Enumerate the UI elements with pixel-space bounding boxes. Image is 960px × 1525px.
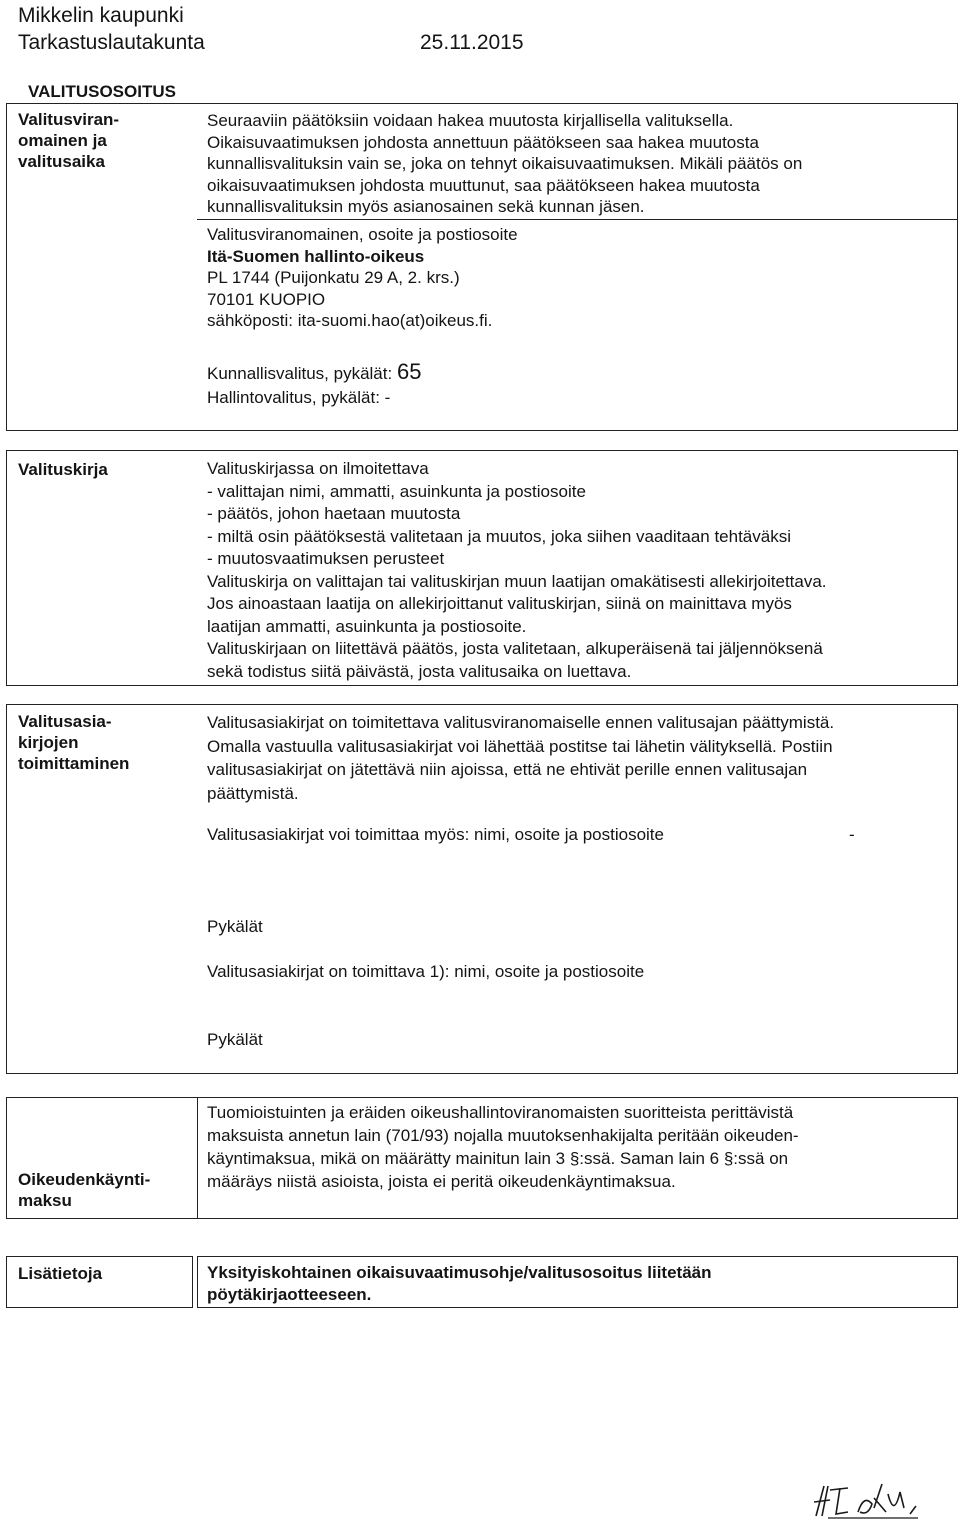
appeal-authority-text: Seuraaviin päätöksiin voidaan hakea muutosta kirjallisella valituksella. Oikaisuvaatimuksen johdosta annettuun päätökseen saa hakea muutosta kunnallisvalituksin vain se, joka on tehnyt oikaisuvaatimuksen. Mikäli päätös on oikaisuvaatimuksen johdosta muuttunut, saa päätökseen hakea muutosta kunnallisvalituksin myös asianosainen sekä kunnan jäsen. [207,111,803,216]
municipal-appeal-line: Kunnallisvalitus, pykälät: 65 [207,359,422,384]
section-title: VALITUSOSOITUS [28,82,176,101]
appeal-letter-text: Valituskirjassa on ilmoitettava - valittajan nimi, ammatti, asuinkunta ja postiosoite - päätös, johon haetaan muutosta - miltä osin päätöksestä valitetaan ja muutos, joka siihen vaaditaan tehtäväksi - muutosvaatimuksen perusteet Valituskirja on valittajan tai valituskirjan muun laatijan omakätisesti allekirjoitettava. Jos ainoastaan laatija on allekirjoittanut valituskirjan, siinä on mainittava myös laatijan ammatti, asuinkunta ja postiosoite. Valituskirjaan on liitettävä päätös, josta valitetaan, alkuperäisenä tai jäljennöksenä sekä todistus siitä päivästä, josta valitusaika on luettava. [207,459,827,681]
signature-initials [808,1478,958,1523]
court-fee-text: Tuomioistuinten ja eräiden oikeushallintoviranomaisten suoritteista perittävistä maksuista annetun lain (701/93) nojalla muutoksenhakijalta peritään oikeuden- käyntimaksua, mikä on määrätty mainitun lain 3 §:ssä. Saman lain 6 §:ssä on määräys niistä asioista, joista ei peritä oikeudenkäyntimaksua. [207,1103,799,1191]
municipal-section-number: 65 [396,359,422,384]
delivery-text: Valitusasiakirjat on toimitettava valitusviranomaiselle ennen valitusajan päättymistä. Omalla vastuulla valitusasiakirjat voi lähettää postitse tai lähetin välityksellä. Postiin valitusasiakirjat on jätettävä niin ajoissa, että ne ehtivät perille ennen valitusajan päättymistä. [207,713,835,803]
court-fee-label: Oikeudenkäynti- maksu [18,1170,151,1210]
city-name: Mikkelin kaupunki [18,4,184,27]
delivery-must-text: Valitusasiakirjat on toimittava 1): nimi, osoite ja postiosoite [207,962,645,981]
authority-name: Itä-Suomen hallinto-oikeus [207,246,425,266]
board-name: Tarkastuslautakunta [18,31,205,54]
authority-address-block: Valitusviranomainen, osoite ja postiosoite Itä-Suomen hallinto-oikeus PL 1744 (Puijonkatu 29 A, 2. krs.) 70101 KUOPIO sähköposti: ita-suomi.hao(at)oikeus.fi. [207,225,518,330]
section-divider [197,219,957,220]
additional-info-text: Yksityiskohtainen oikaisuvaatimusohje/valitusosoitus liitetään pöytäkirjaotteeseen. [207,1263,712,1304]
column-divider [197,1097,198,1219]
appeal-letter-label: Valituskirja [18,460,108,479]
document-date: 25.11.2015 [420,31,524,54]
sections-label: Pykälät [207,1030,263,1049]
delivery-also-dash: - [849,825,855,844]
delivery-label: Valitusasia- kirjojen toimittaminen [18,712,130,773]
sections-label: Pykälät [207,917,263,936]
appeal-authority-label: Valitusviran- omainen ja valitusaika [18,110,120,171]
additional-info-label: Lisätietoja [18,1264,103,1283]
delivery-also-text: Valitusasiakirjat voi toimittaa myös: nimi, osoite ja postiosoite [207,825,664,844]
section-divider [197,103,957,104]
administrative-appeal-line: Hallintovalitus, pykälät: - [207,388,391,407]
